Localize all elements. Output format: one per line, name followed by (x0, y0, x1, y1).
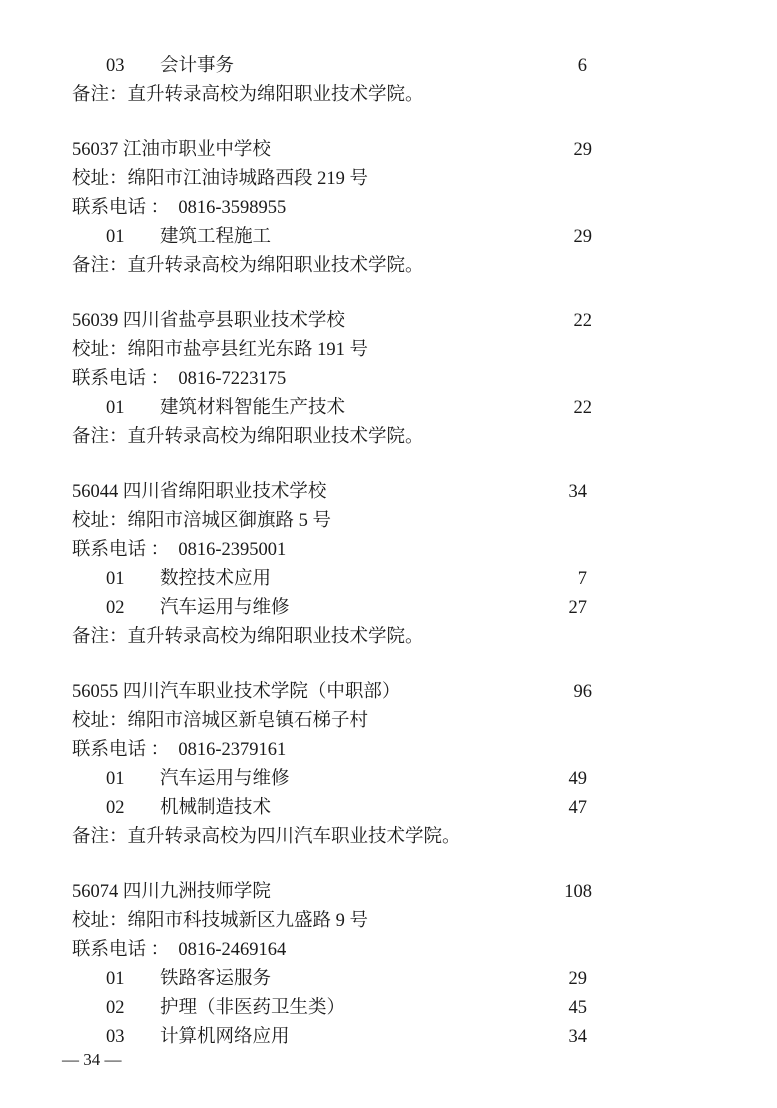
address-text: 绵阳市科技城新区九盛路 9 号 (127, 911, 369, 931)
major-row (72, 223, 707, 252)
address-row (72, 507, 707, 536)
note-label: 备注： (72, 427, 128, 447)
major-row (72, 565, 707, 594)
school-block (72, 678, 707, 852)
school-name: 江油市职业中学校 (122, 140, 271, 160)
major-code: 01 (106, 398, 125, 418)
major-text (72, 998, 345, 1018)
address-row (72, 907, 707, 936)
phone-label: 联系电话 ： (72, 540, 170, 560)
school-count: 108 (564, 882, 592, 902)
major-count: 45 (568, 998, 587, 1018)
major-name: 护理（非医药卫生类） (160, 998, 346, 1018)
address-row (72, 165, 707, 194)
major-count: 6 (577, 56, 587, 76)
major-row (72, 965, 707, 994)
school-name: 四川省盐亭县职业技术学校 (122, 311, 345, 331)
note-label: 备注： (72, 256, 128, 276)
address-label: 校址： (72, 169, 128, 189)
note-row (72, 81, 707, 110)
address-text: 绵阳市涪城区御旗路 5 号 (127, 511, 332, 531)
note-label: 备注： (72, 627, 128, 647)
school-block (72, 52, 707, 110)
school-count: 96 (573, 682, 592, 702)
major-text (72, 227, 271, 247)
school-name: 四川九洲技师学院 (122, 882, 271, 902)
page-footer (0, 1050, 777, 1070)
school-block (72, 136, 707, 281)
major-text (72, 598, 290, 618)
major-row (72, 594, 707, 623)
major-name: 汽车运用与维修 (160, 598, 290, 618)
major-row (72, 794, 707, 823)
school-header-row (72, 878, 707, 907)
phone-label: 联系电话 ： (72, 369, 170, 389)
major-name: 汽车运用与维修 (160, 769, 290, 789)
page-number: — 34 — (62, 1050, 122, 1069)
major-code: 02 (106, 798, 125, 818)
school-header-row (72, 678, 707, 707)
note-text: 直升转录高校为绵阳职业技术学院。 (127, 256, 424, 276)
school-header-row (72, 478, 707, 507)
school-count: 22 (573, 311, 592, 331)
school-code: 56055 (72, 682, 119, 702)
address-row (72, 707, 707, 736)
note-row (72, 423, 707, 452)
major-name: 会计事务 (160, 56, 235, 76)
phone-row (72, 736, 707, 765)
major-count: 34 (568, 1027, 587, 1047)
address-text: 绵阳市江油诗城路西段 219 号 (127, 169, 369, 189)
major-code: 01 (106, 569, 125, 589)
phone-label: 联系电话 ： (72, 740, 170, 760)
address-label: 校址： (72, 911, 128, 931)
major-count: 22 (573, 398, 592, 418)
note-row (72, 623, 707, 652)
block-spacer (72, 110, 707, 136)
phone-number: 0816-2395001 (178, 540, 287, 560)
major-name: 铁路客运服务 (160, 969, 272, 989)
school-block (72, 307, 707, 452)
major-text (72, 569, 271, 589)
address-text: 绵阳市涪城区新皂镇石梯子村 (127, 711, 369, 731)
phone-label: 联系电话 ： (72, 940, 170, 960)
major-name: 计算机网络应用 (160, 1027, 290, 1047)
major-count: 47 (568, 798, 587, 818)
address-row (72, 336, 707, 365)
major-code: 02 (106, 598, 125, 618)
note-text: 直升转录高校为四川汽车职业技术学院。 (127, 827, 461, 847)
major-text (72, 1027, 290, 1047)
major-count: 29 (568, 969, 587, 989)
major-text (72, 56, 234, 76)
address-label: 校址： (72, 340, 128, 360)
school-code: 56074 (72, 882, 119, 902)
address-text: 绵阳市盐亭县红光东路 191 号 (127, 340, 369, 360)
note-row (72, 252, 707, 281)
note-text: 直升转录高校为绵阳职业技术学院。 (127, 627, 424, 647)
phone-number: 0816-7223175 (178, 369, 287, 389)
school-count: 34 (568, 482, 587, 502)
major-text (72, 398, 345, 418)
note-row (72, 823, 707, 852)
major-row (72, 1023, 707, 1052)
phone-number: 0816-2379161 (178, 740, 287, 760)
address-label: 校址： (72, 711, 128, 731)
school-name: 四川省绵阳职业技术学校 (122, 482, 327, 502)
school-code: 56037 (72, 140, 119, 160)
school-header-row (72, 307, 707, 336)
school-header-row (72, 136, 707, 165)
major-text (72, 969, 271, 989)
block-spacer (72, 281, 707, 307)
note-label: 备注： (72, 827, 128, 847)
block-spacer (72, 852, 707, 878)
major-code: 03 (106, 56, 125, 76)
major-name: 建筑工程施工 (160, 227, 272, 247)
major-count: 7 (577, 569, 587, 589)
major-count: 29 (573, 227, 592, 247)
note-text: 直升转录高校为绵阳职业技术学院。 (127, 85, 424, 105)
school-code: 56044 (72, 482, 119, 502)
address-label: 校址： (72, 511, 128, 531)
note-text: 直升转录高校为绵阳职业技术学院。 (127, 427, 424, 447)
major-row (72, 52, 707, 81)
major-name: 建筑材料智能生产技术 (160, 398, 346, 418)
major-row (72, 765, 707, 794)
major-text (72, 798, 271, 818)
major-count: 49 (568, 769, 587, 789)
major-code: 02 (106, 998, 125, 1018)
major-text (72, 769, 290, 789)
block-spacer (72, 452, 707, 478)
phone-row (72, 936, 707, 965)
phone-row (72, 365, 707, 394)
phone-number: 0816-2469164 (178, 940, 287, 960)
document-body (72, 52, 707, 1052)
school-block (72, 878, 707, 1052)
school-block (72, 478, 707, 652)
major-code: 03 (106, 1027, 125, 1047)
major-count: 27 (568, 598, 587, 618)
major-name: 数控技术应用 (160, 569, 272, 589)
phone-number: 0816-3598955 (178, 198, 287, 218)
note-label: 备注： (72, 85, 128, 105)
major-row (72, 394, 707, 423)
school-code: 56039 (72, 311, 119, 331)
major-code: 01 (106, 769, 125, 789)
major-row (72, 994, 707, 1023)
phone-label: 联系电话 ： (72, 198, 170, 218)
school-name: 四川汽车职业技术学院（中职部） (122, 682, 401, 702)
phone-row (72, 536, 707, 565)
school-count: 29 (573, 140, 592, 160)
phone-row (72, 194, 707, 223)
major-code: 01 (106, 227, 125, 247)
major-code: 01 (106, 969, 125, 989)
major-name: 机械制造技术 (160, 798, 272, 818)
block-spacer (72, 652, 707, 678)
